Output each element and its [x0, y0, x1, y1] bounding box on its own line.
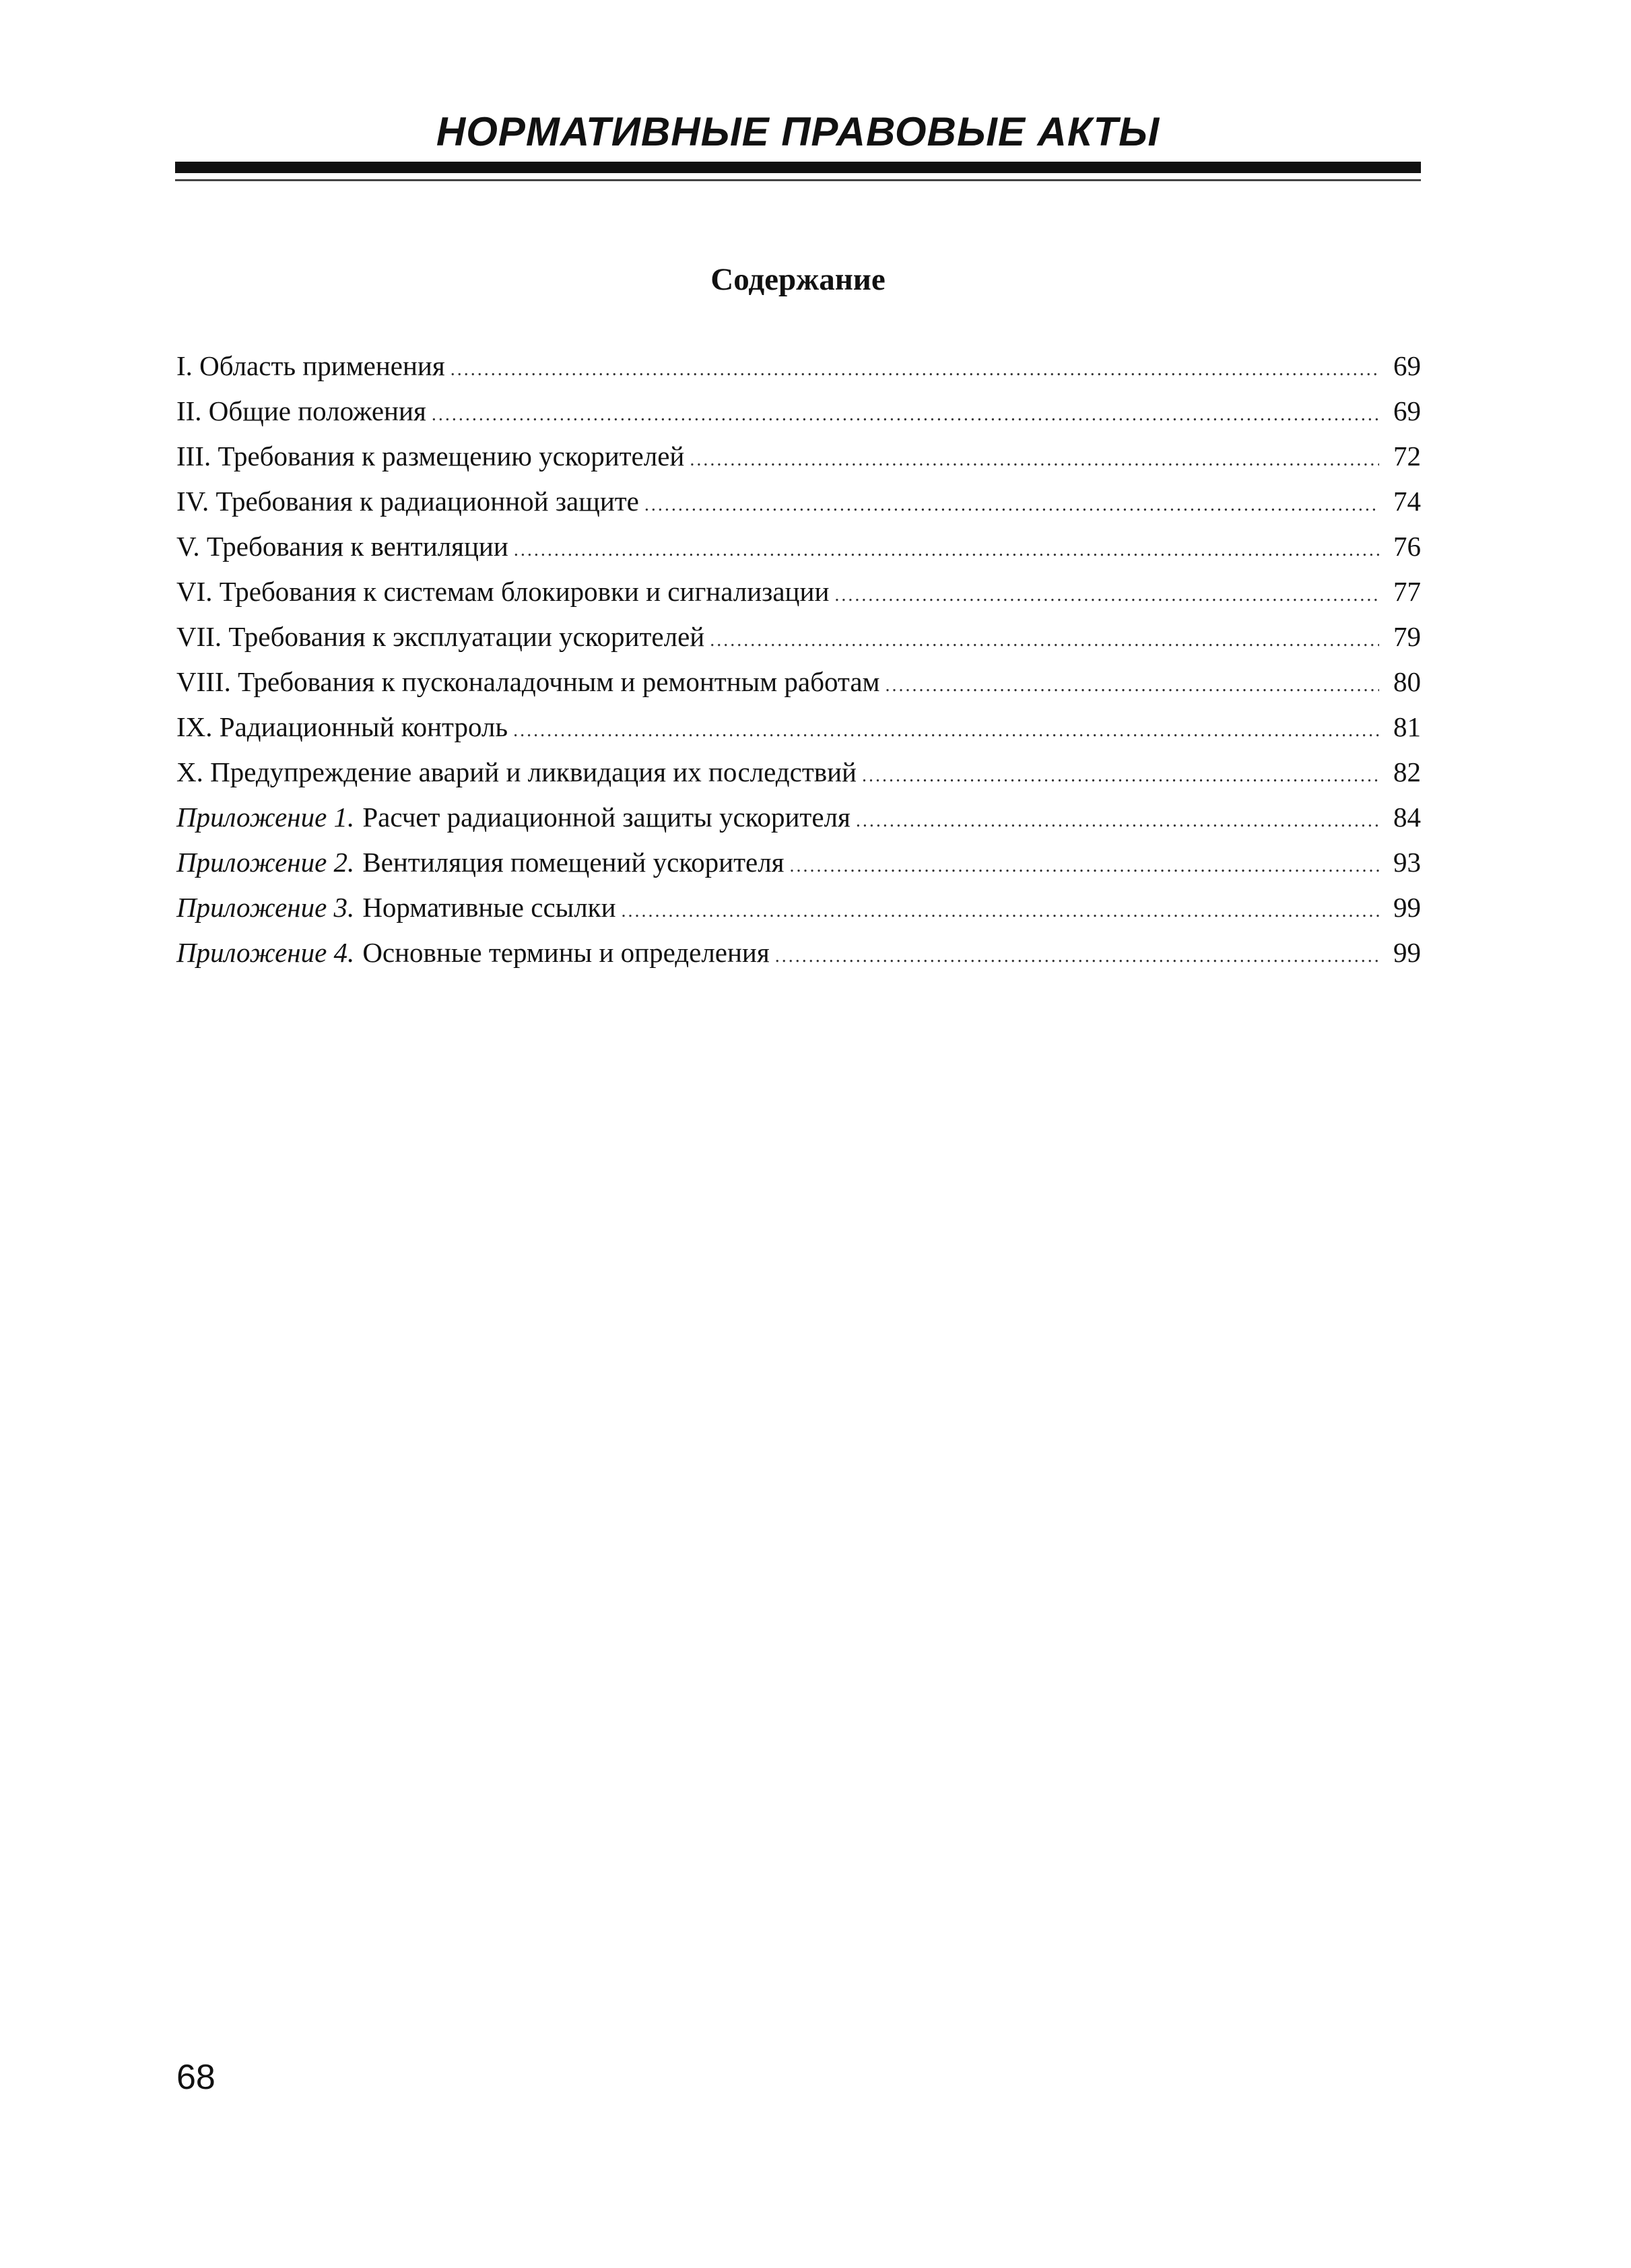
toc-entry-text: V. Требования к вентиляции [176, 531, 508, 562]
toc-entry-text: IV. Требования к радиационной защите [176, 486, 639, 517]
toc-entry[interactable] [176, 344, 1421, 389]
toc-dot-leader [862, 753, 1379, 798]
toc-entry[interactable] [176, 750, 1421, 795]
toc-entry-appendix[interactable] [176, 930, 1421, 975]
toc-dot-leader [885, 663, 1379, 708]
toc-dot-leader [775, 934, 1379, 979]
appendix-label: Приложение 3. [176, 892, 355, 923]
toc-dot-leader [856, 798, 1379, 843]
toc-dot-leader [432, 392, 1379, 437]
toc-dot-leader [690, 437, 1379, 482]
page-number: 68 [176, 2058, 215, 2097]
toc-entry-text: III. Требования к размещению ускорителей [176, 441, 685, 472]
toc-entry[interactable] [176, 705, 1421, 750]
toc-entry[interactable] [176, 524, 1421, 569]
toc-entry-text: I. Область применения [176, 350, 445, 381]
toc-entry-text: VII. Требования к эксплуатации ускорителей [176, 621, 705, 652]
toc-entry-page: 69 [1393, 395, 1421, 426]
toc-dot-leader [451, 347, 1379, 392]
running-title: НОРМАТИВНЫЕ ПРАВОВЫЕ АКТЫ [436, 109, 1160, 154]
toc-dot-leader [834, 573, 1379, 618]
appendix-label: Приложение 1. [176, 802, 355, 833]
toc-entry-text: IX. Радиационный контроль [176, 711, 508, 742]
toc-entry[interactable] [176, 434, 1421, 479]
header-rule-thin [175, 179, 1421, 181]
toc-entry-text: VIII. Требования к пусконаладочным и ремонтным работам [176, 666, 880, 697]
toc-entry[interactable] [176, 389, 1421, 434]
toc-entry[interactable] [176, 614, 1421, 659]
toc-entry-text: Расчет радиационной защиты ускорителя [362, 802, 851, 833]
toc-dot-leader [513, 708, 1379, 753]
toc-entry-appendix[interactable] [176, 885, 1421, 930]
appendix-label: Приложение 2. [176, 847, 355, 878]
toc-entry-page: 84 [1393, 802, 1421, 833]
toc-entry-text: II. Общие положения [176, 395, 426, 426]
toc-entry-page: 81 [1393, 711, 1421, 742]
toc-entry[interactable] [176, 569, 1421, 614]
header-rule-thick [175, 162, 1421, 173]
toc-entry-page: 79 [1393, 621, 1421, 652]
toc-entry[interactable] [176, 659, 1421, 705]
toc-entry-appendix[interactable] [176, 840, 1421, 885]
toc-entry-text: X. Предупреждение аварий и ликвидация их последствий [176, 756, 857, 787]
toc-dot-leader [790, 843, 1379, 888]
toc-entry[interactable] [176, 479, 1421, 524]
toc-list [176, 344, 1421, 975]
toc-entry-page: 99 [1393, 937, 1421, 968]
toc-entry-page: 74 [1393, 486, 1421, 517]
toc-entry-appendix[interactable] [176, 795, 1421, 840]
toc-entry-page: 80 [1393, 666, 1421, 697]
toc-dot-leader [644, 482, 1379, 527]
toc-entry-page: 93 [1393, 847, 1421, 878]
toc-entry-text: Вентиляция помещений ускорителя [362, 847, 785, 878]
toc-entry-page: 72 [1393, 441, 1421, 472]
toc-dot-leader [514, 527, 1379, 573]
toc-entry-page: 82 [1393, 756, 1421, 787]
toc-entry-page: 99 [1393, 892, 1421, 923]
toc-entry-text: Основные термины и определения [362, 937, 770, 968]
toc-entry-page: 69 [1393, 350, 1421, 381]
toc-entry-text: VI. Требования к системам блокировки и сигнализации [176, 576, 830, 607]
toc-dot-leader [710, 618, 1379, 663]
toc-dot-leader [622, 888, 1379, 934]
toc-title: Содержание [710, 262, 886, 297]
appendix-label: Приложение 4. [176, 937, 355, 968]
toc-entry-text: Нормативные ссылки [362, 892, 616, 923]
toc-entry-page: 76 [1393, 531, 1421, 562]
toc-entry-page: 77 [1393, 576, 1421, 607]
